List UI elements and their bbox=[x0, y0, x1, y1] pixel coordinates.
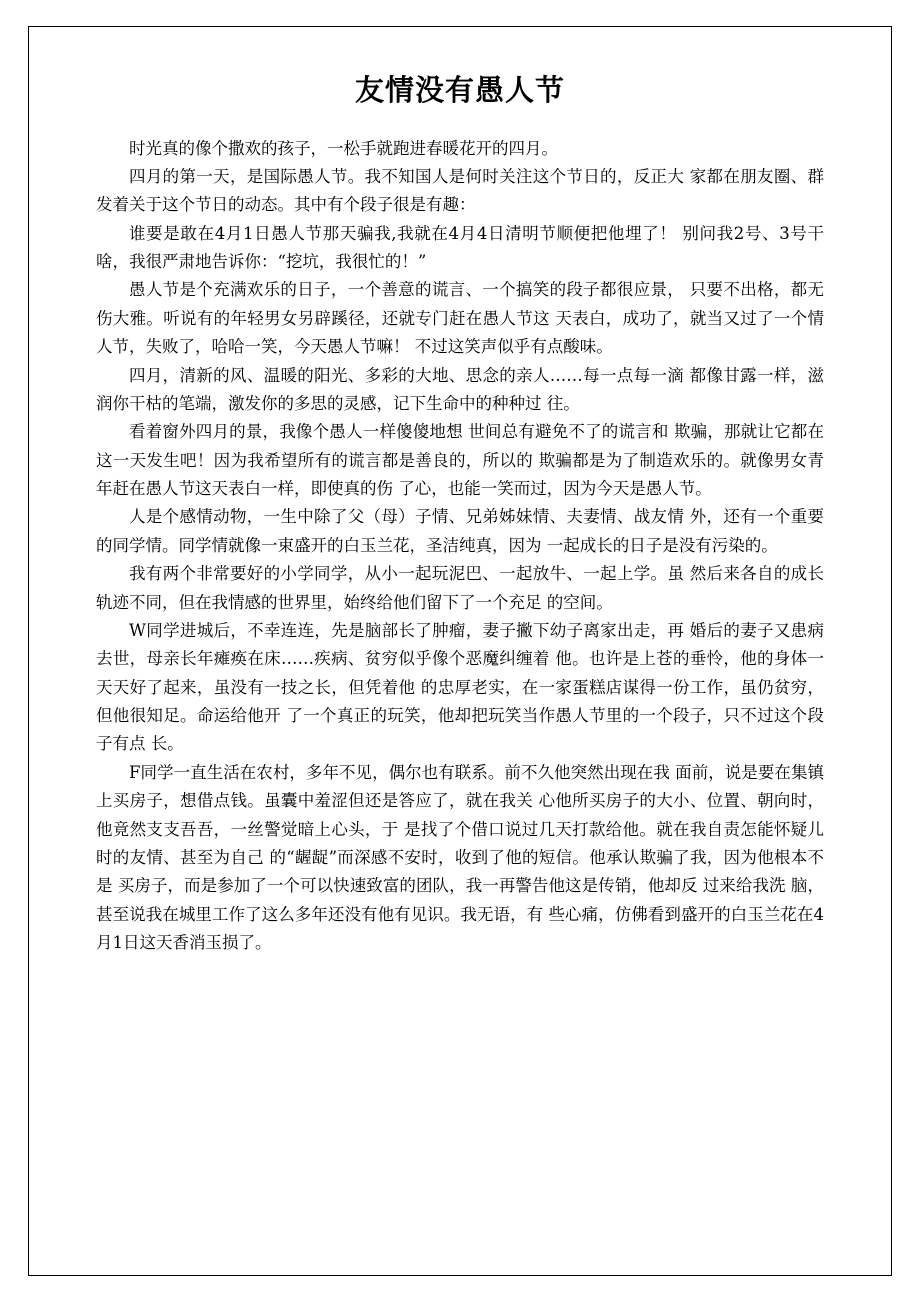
document-body bbox=[96, 135, 824, 958]
paragraph: F同学一直生活在农村，多年不见，偶尔也有联系。前不久他突然出现在我 面前，说是要在集镇上买房子，想借点钱。虽囊中羞涩但还是答应了，就在我关 心他所买房子的大小、位置、朝向时，他竟然支支吾吾，一丝警觉暗上心头，于 是找了个借口说过几天打款给他。就在我自责怎能怀疑儿时的友情、甚至为自己 的“龌龊”而深感不安时，收到了他的短信。他承认欺骗了我，因为他根本不是 买房子，而是参加了一个可以快速致富的团队，我一再警告他这是传销，他却反 过来给我洗 脑，甚至说我在城里工作了这么多年还没有他有见识。我无语，有 些心痛，仿佛看到盛开的白玉兰花在4月1日这天香消玉损了。 bbox=[96, 762, 824, 953]
document-content bbox=[96, 70, 824, 957]
page-border-top bbox=[28, 26, 892, 27]
paragraph: 我有两个非常要好的小学同学，从小一起玩泥巴、一起放牛、一起上学。虽 然后来各自的成长轨迹不同，但在我情感的世界里，始终给他们留下了一个充足 的空间。 bbox=[96, 564, 824, 612]
page-title: 友情没有愚人节 bbox=[354, 73, 565, 107]
paragraph: 愚人节是个充满欢乐的日子，一个善意的谎言、一个搞笑的段子都很应景， 只要不出格，都无伤大雅。听说有的年轻男女另辟蹊径，还就专门赶在愚人节这 天表白，成功了，就当又过了一个情人节，失败了，哈哈一笑，今天愚人节嘛！ 不过这笑声似乎有点酸味。 bbox=[96, 280, 824, 357]
paragraph: 四月的第一天，是国际愚人节。我不知国人是何时关注这个节日的，反正大 家都在朋友圈、群发着关于这个节日的动态。其中有个段子很是有趣： bbox=[96, 166, 824, 215]
paragraph: 谁要是敢在4月1日愚人节那天骗我,我就在4月4日清明节顺便把他埋了！ 别问我2号、3号干啥，我很严肃地告诉你：“挖坑，我很忙的！” bbox=[96, 223, 824, 272]
page-border-right bbox=[891, 26, 892, 1276]
paragraph: W同学进城后，不幸连连，先是脑部长了肿瘤，妻子撇下幼子离家出走，再 婚后的妻子又患病去世，母亲长年瘫痪在床……疾病、贫穷似乎像个恶魔纠缠着 他。也许是上苍的垂怜，他的身体一天天好了起来，虽没有一技之长，但凭着他 的忠厚老实，在一家蛋糕店谋得一份工作，虽仍贫穷，但他很知足。命运给他开 了一个真正的玩笑，他却把玩笑当作愚人节里的一个段子，只不过这个段子有点 长。 bbox=[96, 620, 824, 754]
page-border-bottom bbox=[28, 1275, 892, 1276]
paragraph: 看着窗外四月的景，我像个愚人一样傻傻地想 世间总有避免不了的谎言和 欺骗，那就让它都在这一天发生吧！因为我希望所有的谎言都是善良的，所以的 欺骗都是为了制造欢乐的。就像男女青年赶在愚人节这天表白一样，即使真的伤 了心，也能一笑而过，因为今天是愚人节。 bbox=[96, 422, 824, 499]
paragraph: 时光真的像个撒欢的孩子，一松手就跑进春暖花开的四月。 bbox=[129, 138, 558, 158]
paragraph: 四月，清新的风、温暖的阳光、多彩的大地、思念的亲人……每一点每一滴 都像甘露一样，滋润你干枯的笔端，激发你的多思的灵感，记下生命中的种种过 往。 bbox=[96, 365, 824, 413]
page-border-left bbox=[28, 26, 29, 1276]
paragraph: 人是个感情动物，一生中除了父（母）子情、兄弟姊妹情、夫妻情、战友情 外，还有一个重要的同学情。同学情就像一束盛开的白玉兰花，圣洁纯真，因为 一起成长的日子是没有污染的。 bbox=[96, 507, 824, 555]
